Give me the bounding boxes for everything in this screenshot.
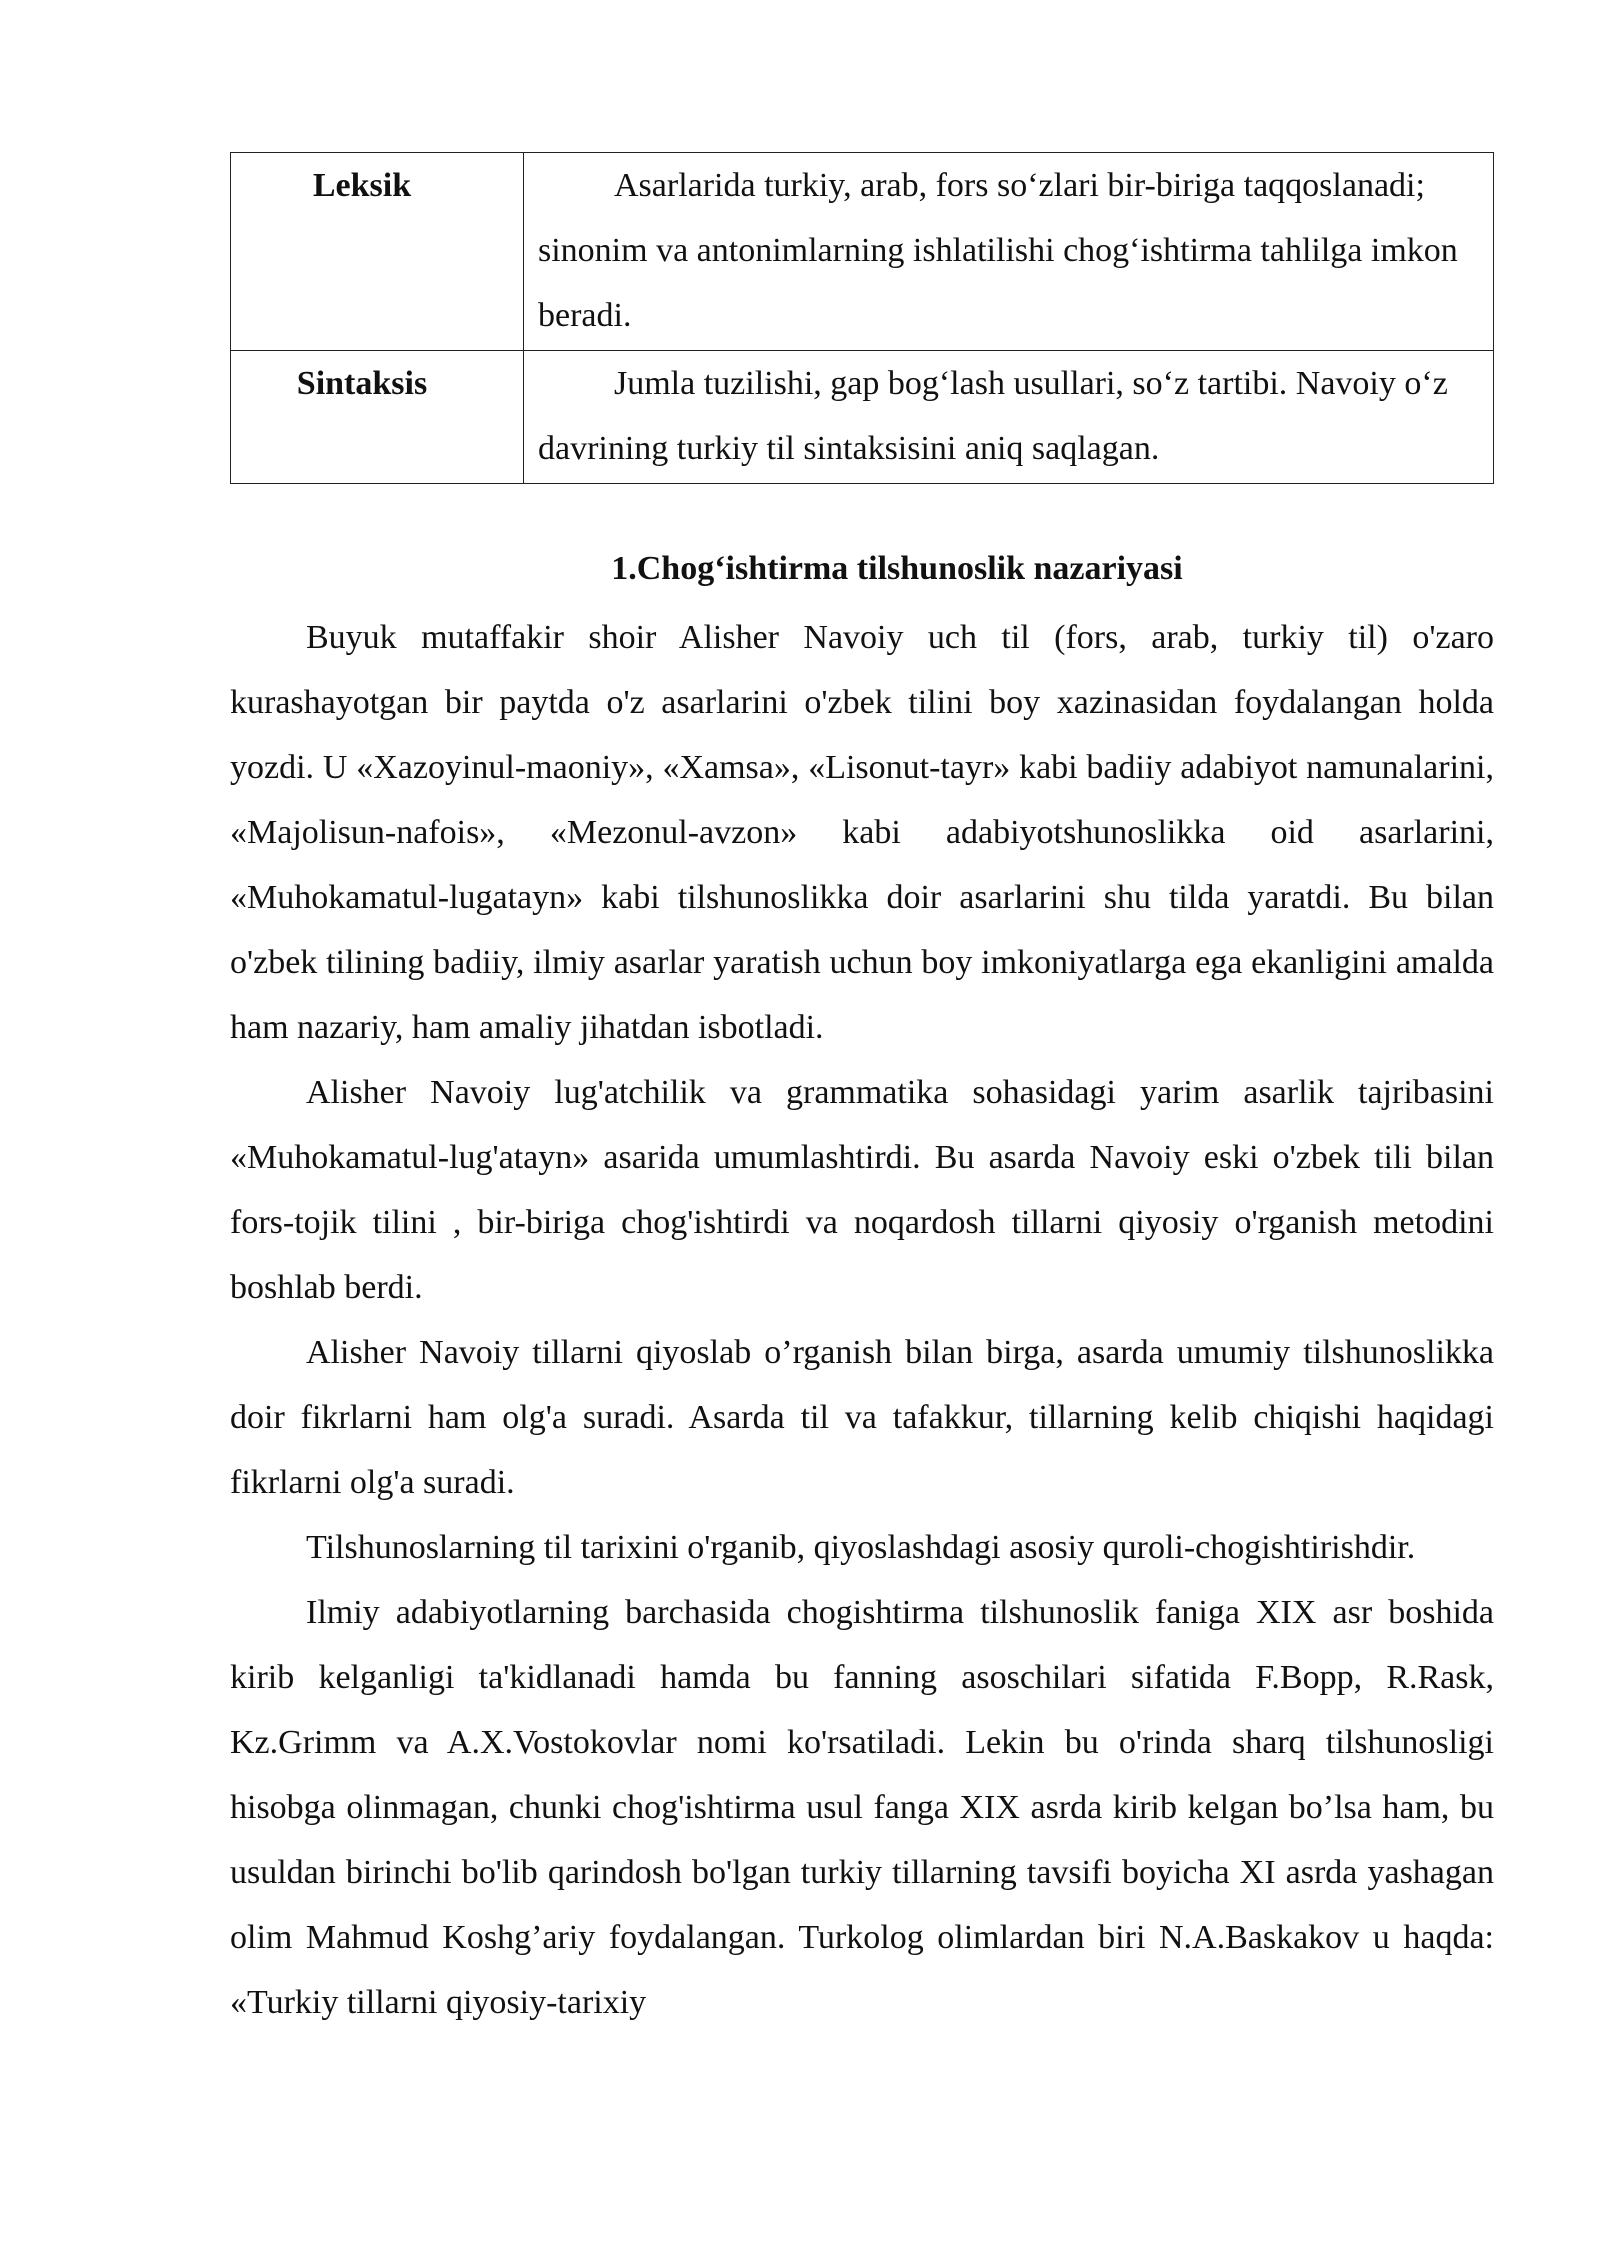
table-row: [231, 153, 1494, 351]
table-description-cell: Jumla tuzilishi, gap bog‘lash usullari, so‘z tartibi. Navoiy o‘z davrining turkiy til sintaksisini aniq saqlagan.: [524, 351, 1494, 484]
table-term-cell: Sintaksis: [231, 351, 524, 484]
document-page: [230, 152, 1494, 2035]
paragraph: Buyuk mutaffakir shoir Alisher Navoiy uch til (fors, arab, turkiy til) o'zaro kurashayotgan bir paytda o'z asarlarini o'zbek tilini boy xazinasidan foydalangan holda yozdi. U «Xazoyinul-maoniy», «Xamsa», «Lisonut-tayr» kabi badiiy adabiyot namunalarini, «Majolisun-nafois», «Mezonul-avzon» kabi adabiyotshunoslikka oid asarlarini, «Muhokamatul-lugatayn» kabi tilshunoslikka doir asarlarini shu tilda yaratdi. Bu bilan o'zbek tilining badiiy, ilmiy asarlar yaratish uchun boy imkoniyatlarga ega ekanligini amalda ham nazariy, ham amaliy jihatdan isbotladi.: [230, 619, 1494, 1046]
table-description-cell: Asarlarida turkiy, arab, fors so‘zlari bir-biriga taqqoslanadi; sinonim va antonimlarning ishlatilishi chog‘ishtirma tahlilga imkon beradi.: [524, 153, 1494, 351]
table-term-cell: Leksik: [231, 153, 524, 351]
linguistics-table: [230, 152, 1494, 484]
paragraph: Alisher Navoiy lug'atchilik va grammatika sohasidagi yarim asarlik tajribasini «Muhokamatul-lug'atayn» asarida umumlashtirdi. Bu asarda Navoiy eski o'zbek tili bilan fors-tojik tilini , bir-biriga chog'ishtirdi va noqardosh tillarni qiyosiy o'rganish metodini boshlab berdi.: [230, 1074, 1494, 1306]
paragraph: Tilshunoslarning til tarixini o'rganib, qiyoslashdagi asosiy quroli-chogishtirishdir.: [306, 1529, 1416, 1566]
table-row: [231, 351, 1494, 484]
paragraph: Ilmiy adabiyotlarning barchasida chogishtirma tilshunoslik faniga XIX asr boshida kirib kelganligi ta'kidlanadi hamda bu fanning asoschilari sifatida F.Bopp, R.Rask, Kz.Grimm va A.X.Vostokovlar nomi ko'rsatiladi. Lekin bu o'rinda sharq tilshunosligi hisobga olinmagan, chunki chog'ishtirma usul fanga XIX asrda kirib kelgan bo’lsa ham, bu usuldan birinchi bo'lib qarindosh bo'lgan turkiy tillarning tavsifi boyicha XI asrda yashagan olim Mahmud Koshg’ariy foydalangan. Turkolog olimlardan biri N.A.Baskakov u haqda: «Turkiy tillarni qiyosiy-tarixiy: [230, 1594, 1494, 2021]
paragraph: Alisher Navoiy tillarni qiyoslab o’rganish bilan birga, asarda umumiy tilshunoslikka doir fikrlarni ham olg'a suradi. Asarda til va tafakkur, tillarning kelib chiqishi haqidagi fikrlarni olg'a suradi.: [230, 1334, 1494, 1501]
section-heading: 1.Chog‘ishtirma tilshunoslik nazariyasi: [611, 550, 1183, 587]
